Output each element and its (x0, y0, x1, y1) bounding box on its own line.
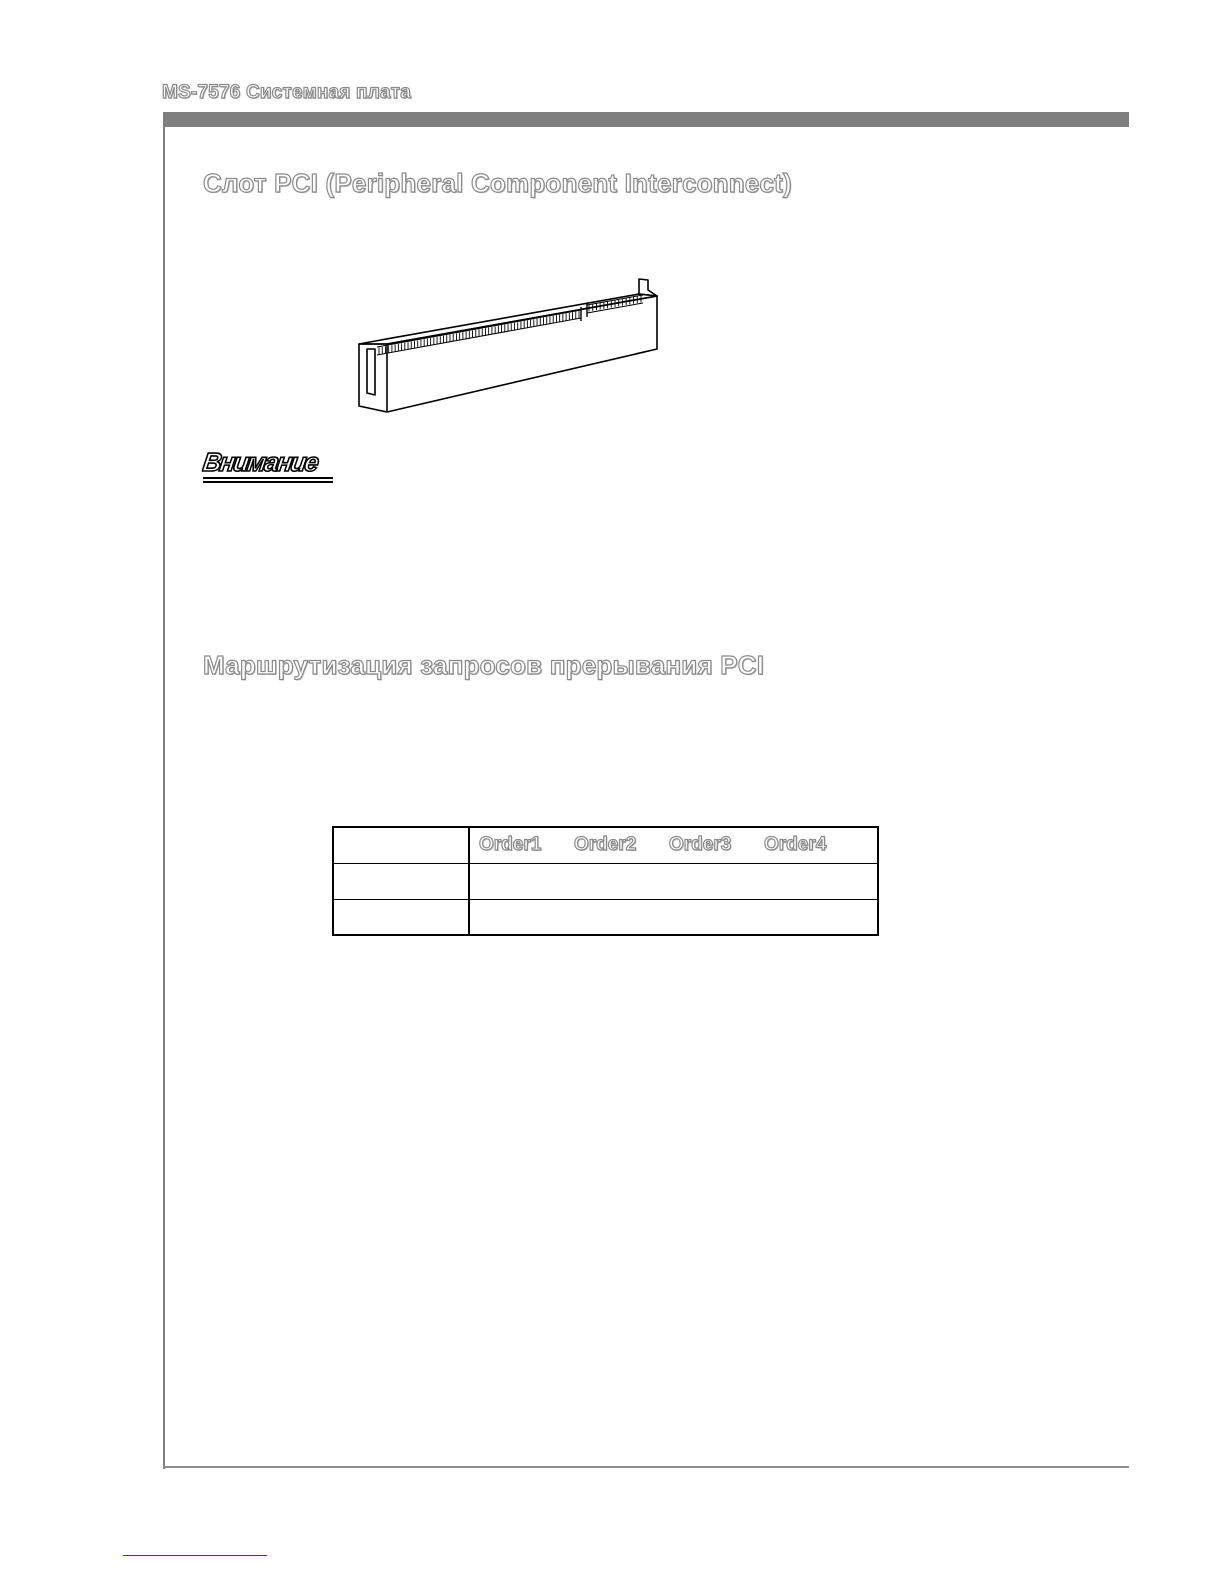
table-header-cell: Order4 (764, 834, 827, 855)
table-row (334, 863, 877, 900)
table-header-cell: Order1 (479, 834, 542, 855)
note-underline (203, 477, 333, 483)
table-column-divider (468, 828, 470, 934)
section-heading-irq-routing: Маршрутизация запросов прерывания PCI (203, 650, 765, 680)
left-margin-rule (163, 127, 165, 1469)
footer-rule (163, 1466, 1129, 1468)
table-header-cell: Order3 (669, 834, 732, 855)
slot-latch (367, 349, 375, 395)
pci-slot-illustration (355, 277, 665, 417)
table-header-cell: Order2 (574, 834, 637, 855)
slot-front-face (359, 296, 657, 412)
slot-top-face (359, 294, 657, 344)
table-row (334, 899, 877, 935)
table-header-row (334, 828, 877, 863)
note-label: Внимание (200, 447, 320, 477)
footer-link-underline (123, 1555, 267, 1556)
section-heading-pci-slot: Слот PCI (Peripheral Component Interconnect) (203, 168, 792, 198)
slot-end-cap (639, 279, 657, 296)
irq-routing-table (332, 826, 879, 936)
running-header: MS-7576 Системная плата (162, 82, 412, 103)
header-bar (163, 112, 1129, 127)
